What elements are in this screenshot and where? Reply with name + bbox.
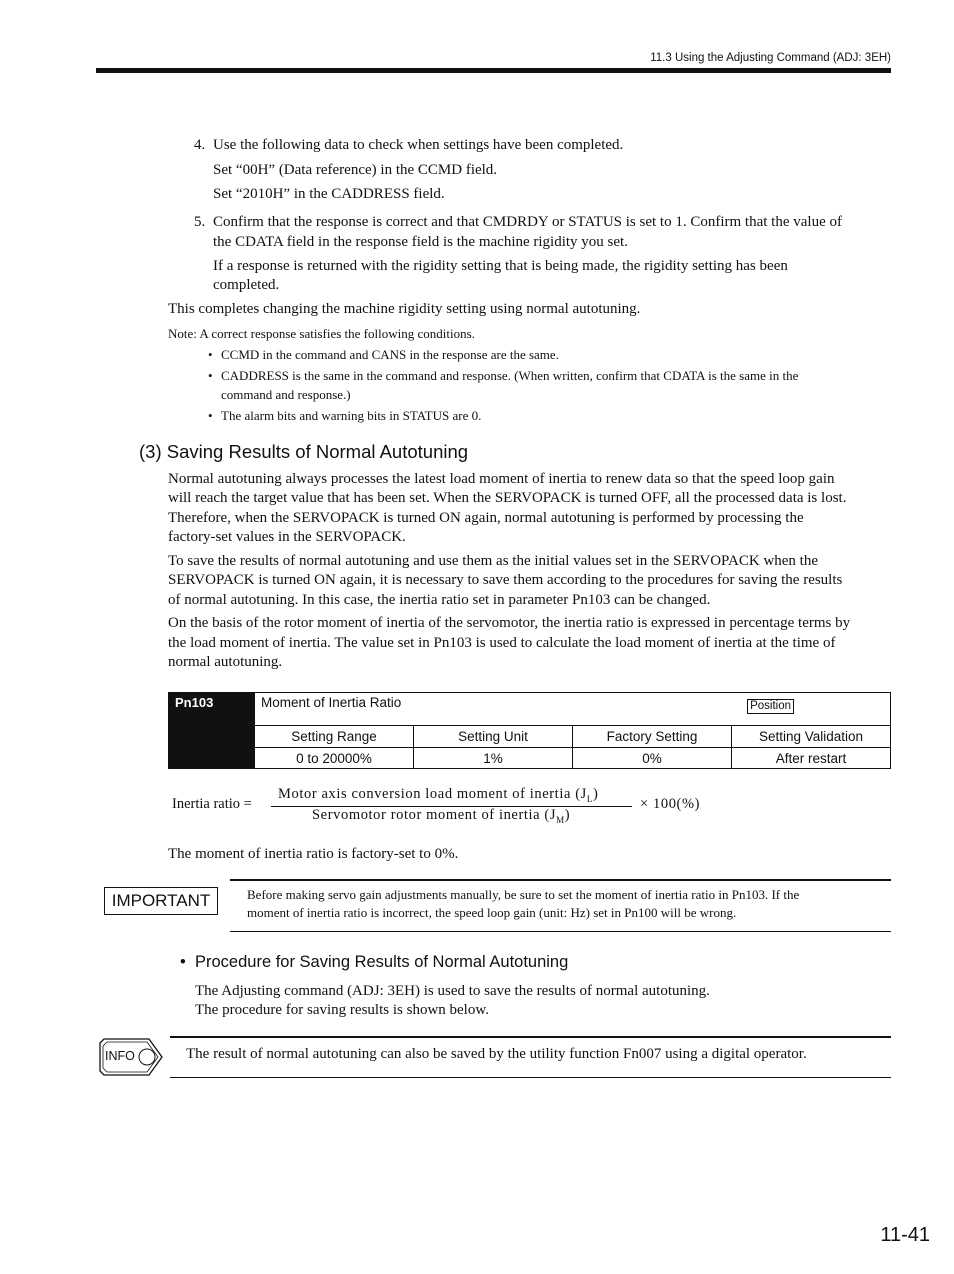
header-cell: Setting Unit (413, 726, 572, 747)
formula-rhs: × 100(%) (640, 796, 701, 812)
parameter-number: Pn103 (169, 693, 255, 768)
step-4-line: Set “00H” (Data reference) in the CCMD field. (213, 162, 498, 178)
formula-numerator: Motor axis conversion load moment of inertia $(J_L)$ (278, 786, 599, 804)
section-para-line: will reach the target value that has been set. When the SERVOPACK is turned OFF, all the processed data is lost. (168, 490, 847, 506)
value-cell: 1% (413, 748, 572, 769)
section-para-line: factory-set values in the SERVOPACK. (168, 529, 406, 545)
step-5-line: the CDATA field in the response field is the machine rigidity you set. (213, 234, 628, 250)
page-number: 11-41 (880, 1224, 930, 1246)
info-text: The result of normal autotuning can also be saved by the utility function Fn007 using a digital operator. (186, 1046, 807, 1062)
header-rule (96, 68, 891, 73)
parameter-grid (255, 725, 890, 768)
parameter-name: Moment of Inertia Ratio (261, 695, 402, 710)
parameter-value-row (255, 747, 890, 769)
info-label: INFO (105, 1049, 135, 1063)
important-line: moment of inertia ratio is incorrect, the speed loop gain (unit: Hz) set in Pn100 will be wrong. (247, 905, 737, 920)
info-rule-top (170, 1036, 891, 1038)
note-item: CCMD in the command and CANS in the response are the same. (221, 347, 559, 362)
note-item: CADDRESS is the same in the command and response. (When written, confirm that CDATA is the same in the (221, 368, 799, 383)
section-para-line: To save the results of normal autotuning and use them as the initial values set in the SERVOPACK when the (168, 553, 819, 569)
value-cell: After restart (731, 748, 890, 769)
note-item: command and response.) (221, 387, 351, 402)
section-para-line: of normal autotuning. In this case, the inertia ratio set in parameter Pn103 can be changed. (168, 592, 711, 608)
important-line: Before making servo gain adjustments manually, be sure to set the moment of inertia ratio in Pn103. If the (247, 887, 800, 902)
important-text (247, 886, 877, 922)
note-bullet: • (208, 347, 213, 362)
section-para-line: Normal autotuning always processes the latest load moment of inertia to renew data so that the speed loop gain (168, 471, 835, 487)
procedure-title: Procedure for Saving Results of Normal Autotuning (195, 953, 569, 971)
section-para-line: normal autotuning. (168, 654, 283, 670)
info-icon (99, 1038, 165, 1076)
header-cell: Setting Validation (731, 726, 890, 747)
procedure-line: The procedure for saving results is shown below. (195, 1002, 489, 1018)
important-label: IMPORTANT (104, 887, 218, 915)
parameter-header-row (255, 726, 890, 747)
step-4-line: Use the following data to check when settings have been completed. (213, 137, 624, 153)
step-5-line: If a response is returned with the rigidity setting that is being made, the rigidity setting has been (213, 258, 788, 274)
section-para-line: On the basis of the rotor moment of inertia of the servomotor, the inertia ratio is expressed in percentage terms by (168, 615, 851, 631)
header-cell: Factory Setting (572, 726, 731, 747)
parameter-table (168, 692, 891, 769)
control-mode-badge: Position (747, 699, 794, 714)
section-para-line: the load moment of inertia. The value set in Pn103 is used to calculate the load moment of inertia at the time of (168, 635, 836, 651)
completion-text: This completes changing the machine rigidity setting using normal autotuning. (168, 301, 641, 317)
section-para-line: Therefore, when the SERVOPACK is turned ON again, normal autotuning is performed by processing the (168, 510, 804, 526)
running-header: 11.3 Using the Adjusting Command (ADJ: 3EH) (650, 52, 891, 64)
formula-lhs: Inertia ratio = (172, 796, 252, 812)
factory-note: The moment of inertia ratio is factory-set to 0%. (168, 846, 459, 862)
value-cell: 0 to 20000% (296, 751, 372, 766)
note-bullet: • (208, 368, 213, 383)
procedure-line: The Adjusting command (ADJ: 3EH) is used to save the results of normal autotuning. (195, 983, 710, 999)
note-item: The alarm bits and warning bits in STATUS are 0. (221, 408, 482, 423)
step-4-line: Set “2010H” in the CADDRESS field. (213, 186, 445, 202)
important-rule-top (230, 879, 891, 881)
step-5-number: 5. (194, 214, 206, 230)
section-title: (3) Saving Results of Normal Autotuning (139, 441, 469, 462)
procedure-bullet: • (180, 953, 186, 971)
note-bullet: • (208, 408, 213, 423)
formula-denominator: Servomotor rotor moment of inertia $(J_M)$ (312, 807, 571, 825)
value-cell: 0% (572, 748, 731, 769)
important-rule-bottom (230, 931, 891, 932)
note-intro: Note: A correct response satisfies the following conditions. (168, 326, 475, 341)
step-5-line: Confirm that the response is correct and that CMDRDY or STATUS is set to 1. Confirm that the value of (213, 214, 842, 230)
section-para-line: SERVOPACK is turned ON again, it is necessary to save them according to the procedures for saving the results (168, 572, 843, 588)
header-cell: Setting Range (291, 729, 377, 744)
info-rule-bottom (170, 1077, 891, 1078)
step-4-number: 4. (194, 137, 206, 153)
step-5-line: completed. (213, 277, 280, 293)
